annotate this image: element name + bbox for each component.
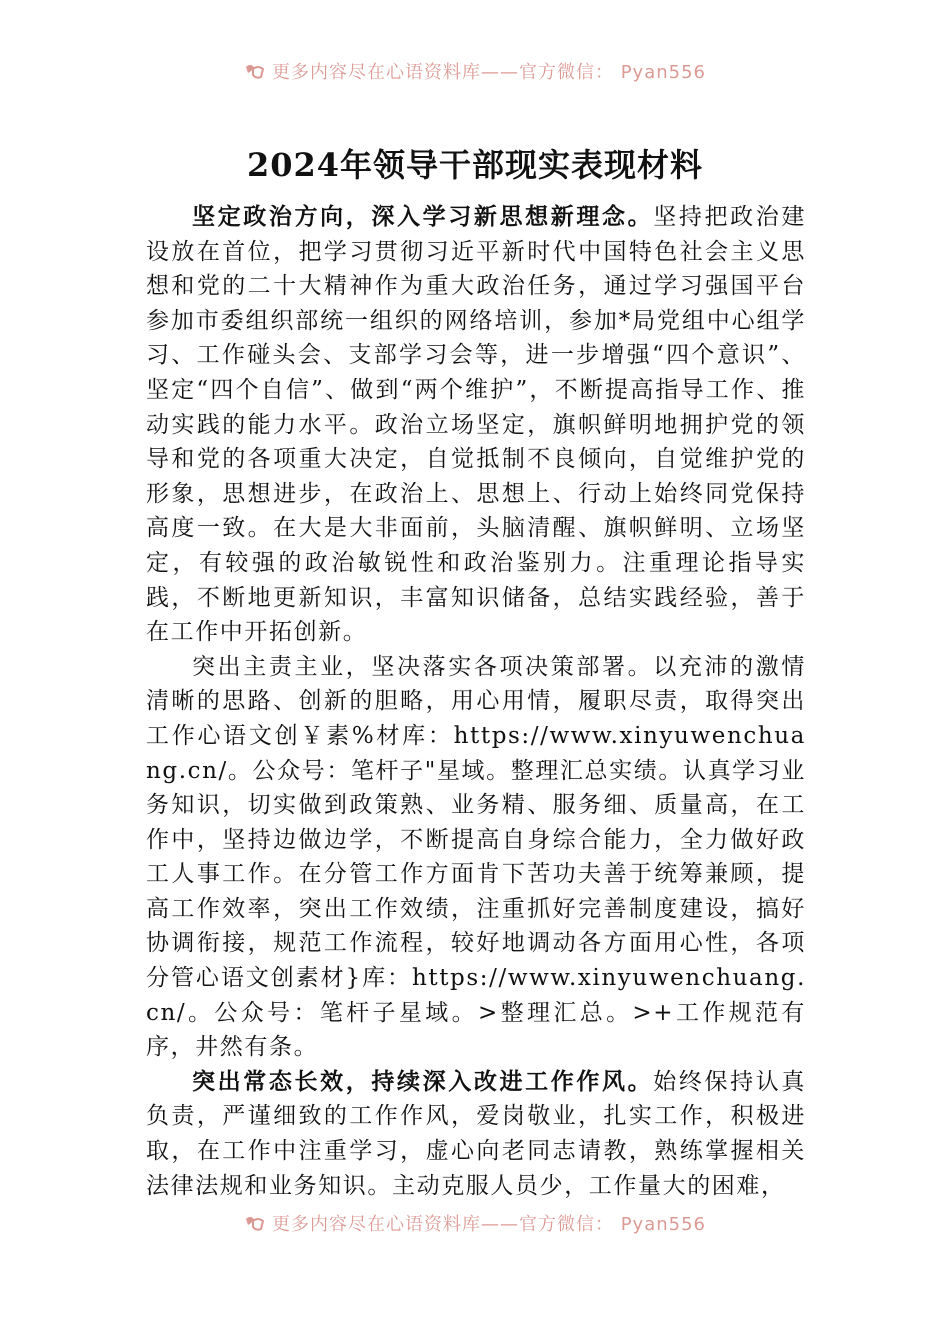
paragraph-3-text: 始终保持认真负责，严谨细致的工作作风，爱岗敬业，扎实工作，积极进取，在工作中注重学习，虚心向老同志请教，熟练掌握相关法律法规和业务知识。主动克服人员少，工作量大的困难， [146, 1068, 806, 1199]
watermark-text: 更多内容尽在心语资料库——官方微信： Pyan556 [271, 1214, 707, 1235]
paragraph-1-lead: 坚定政治方向，深入学习新思想新理念。 [192, 203, 654, 230]
document-title: 2024年领导干部现实表现材料 [246, 146, 704, 184]
watermark-banner-top [0, 56, 950, 86]
document-body [146, 200, 806, 1203]
brand-logo-icon [244, 61, 266, 81]
paragraph-2-text: 突出主责主业，坚决落实各项决策部署。以充沛的激情清晰的思路、创新的胆略，用心用情，履职尽责，取得突出工作心语文创￥素%材库：https://www.xinyuwenchuang.cn/。公众号：笔杆子"星域。整理汇总实绩。认真学习业务知识，切实做到政策熟、业务精、服务细、质量高，在工作中，坚持边做边学，不断提高自身综合能力，全力做好政工人事工作。在分管工作方面肯下苦功夫善于统筹兼顾，提高工作效率，突出工作效绩，注重抓好完善制度建设，搞好协调衔接，规范工作流程，较好地调动各方面用心性，各项分管心语文创素材}库：https://www.xinyuwenchuang.cn/。公众号：笔杆子星域。>整理汇总。>+工作规范有序，井然有条。 [146, 653, 806, 1061]
watermark-banner-bottom [0, 1208, 950, 1238]
paragraph-2 [146, 650, 806, 1065]
paragraph-3-lead: 突出常态长效，持续深入改进工作作风。 [192, 1067, 654, 1095]
paragraph-1 [146, 200, 806, 650]
watermark-text: 更多内容尽在心语资料库——官方微信： Pyan556 [271, 62, 707, 83]
paragraph-3 [146, 1065, 806, 1203]
paragraph-1-text: 坚持把政治建设放在首位，把学习贯彻习近平新时代中国特色社会主义思想和党的二十大精神作为重大政治任务，通过学习强国平台参加市委组织部统一组织的网络培训，参加*局党组中心组学习、工作碰头会、支部学习会等，进一步增强“四个意识”、坚定“四个自信”、做到“两个维护”，不断提高指导工作、推动实践的能力水平。政治立场坚定，旗帜鲜明地拥护党的领导和党的各项重大决定，自觉抵制不良倾向，自觉维护党的形象，思想进步，在政治上、思想上、行动上始终同党保持高度一致。在大是大非面前，头脑清醒、旗帜鲜明、立场坚定，有较强的政治敏锐性和政治鉴别力。注重理论指导实践，不断地更新知识，丰富知识储备，总结实践经验，善于在工作中开拓创新。 [146, 204, 806, 646]
brand-logo-icon [244, 1213, 266, 1233]
